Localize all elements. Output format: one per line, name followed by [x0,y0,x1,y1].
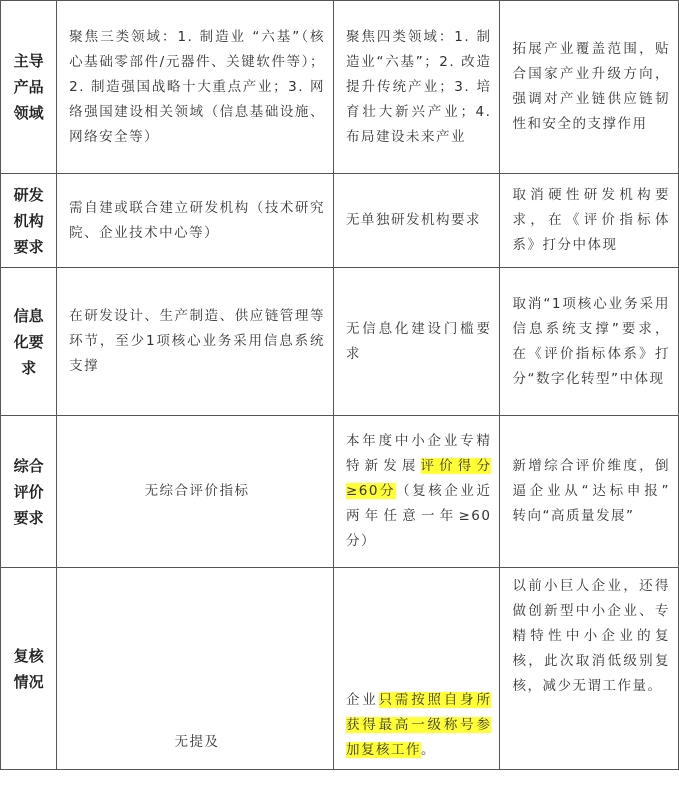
old-rule-cell: 需自建或联合建立研发机构（技术研究院、企业技术中心等） [57,174,334,268]
row-header: 研发机构要求 [1,174,57,268]
old-rule-cell: 在研发设计、生产制造、供应链管理等环节，至少1项核心业务采用信息系统支撑 [57,268,334,416]
row-header: 信息化要求 [1,268,57,416]
rule-text: 企业 [345,692,379,708]
rule-text: 本年度中小企业专精特新发展 [345,433,492,474]
change-note-cell: 取消硬性研发机构要求，在《评价指标体系》打分中体现 [500,174,679,268]
new-rule-cell [333,416,499,568]
change-note-cell: 取消“1项核心业务采用信息系统支撑”要求，在《评价指标体系》打分“数字化转型”中体现 [500,268,679,416]
table-row [1,268,679,416]
change-note-cell: 新增综合评价维度，倒逼企业从“达标申报” 转向“高质量发展” [500,416,679,568]
change-note-cell: 拓展产业覆盖范围，贴合国家产业升级方向，强调对产业链供应链韧性和安全的支撑作用 [500,1,679,174]
row-header: 主导产品领域 [1,1,57,174]
old-rule-cell: 聚焦三类领域：1. 制造业 “六基”（核心基础零部件/元器件、关键软件等）；2. 制造强国战略十大重点产业；3. 网络强国建设相关领域（信息基础设施、网络安全等） [57,1,334,174]
old-rule-cell: 无提及 [57,568,334,770]
table-row [1,416,679,568]
rule-text: （复核企业近两年任意一年≥60分） [345,483,492,549]
table-row [1,174,679,268]
new-rule-cell: 无单独研发机构要求 [333,174,499,268]
new-rule-cell: 聚焦四类领域：1. 制造业“六基”；2. 改造提升传统产业；3. 培育壮大新兴产业；4. 布局建设未来产业 [333,1,499,174]
table-row [1,1,679,174]
highlighted-text: 评价得分≥60分 [345,458,492,499]
row-header: 综合评价要求 [1,416,57,568]
highlighted-text: 只需按照自身所获得最高一级称号参加复核工作 [345,692,492,758]
old-rule-cell: 无综合评价指标 [57,416,334,568]
table-row [1,568,679,770]
new-rule-cell [333,568,499,770]
change-note-cell: 以前小巨人企业，还得做创新型中小企业、专精特性中小企业的复核，此次取消低级别复核，减少无谓工作量。 [500,568,679,770]
new-rule-cell: 无信息化建设门槛要求 [333,268,499,416]
row-header: 复核情况 [1,568,57,770]
rule-text: 。 [420,742,436,758]
